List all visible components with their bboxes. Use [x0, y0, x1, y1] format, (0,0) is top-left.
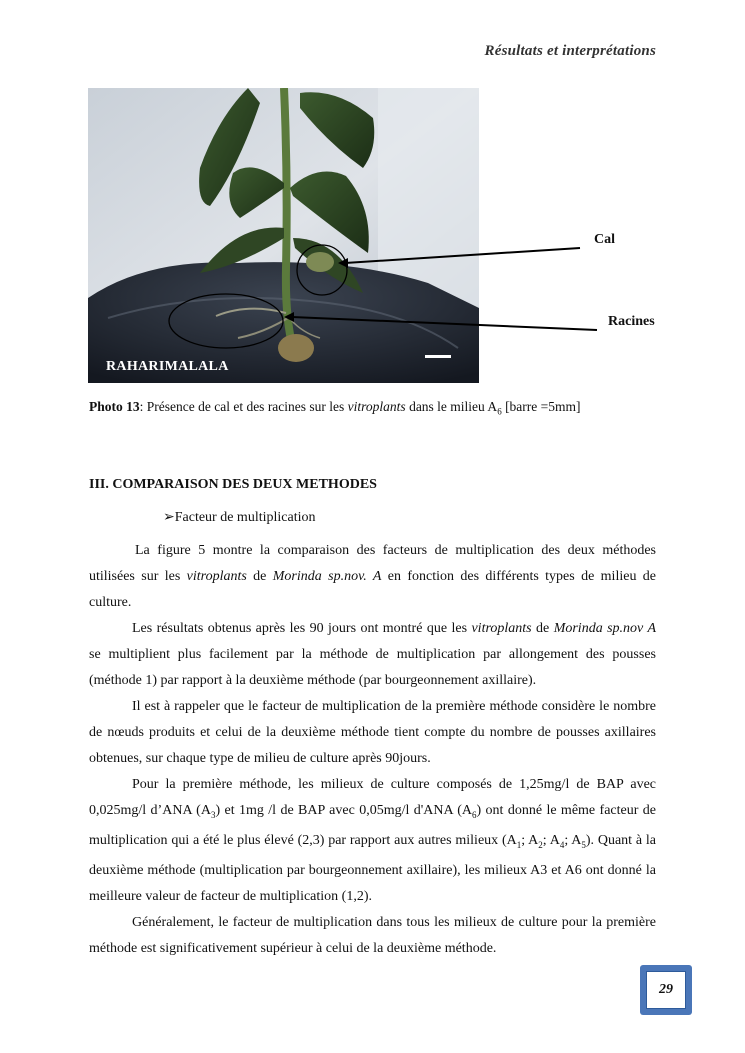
p1-italic-2: Morinda sp.nov. A — [272, 569, 382, 584]
p4-text-4: ; A — [521, 832, 539, 848]
p4-text-2: ) et 1mg /l de BAP avec 0,05mg/l d'ANA (A — [215, 803, 472, 818]
caption-text: : Présence de cal et des racines sur les — [139, 399, 348, 414]
p4-text-5: ; A — [542, 832, 560, 848]
roots-label: Racines — [608, 314, 655, 329]
bullet-arrow-icon: ➢ — [163, 510, 175, 525]
section-title: III. COMPARAISON DES DEUX METHODES — [89, 477, 377, 492]
bullet-item — [163, 509, 315, 526]
caption-label: Photo 13 — [89, 399, 140, 414]
caption-italic: vitroplants — [347, 399, 406, 414]
caption-bracket: [barre =5mm] — [501, 399, 581, 414]
caption-text-after: dans le milieu A — [405, 399, 498, 414]
p4-sub-4: 2 — [538, 839, 543, 850]
p2-italic-1: vitroplants — [471, 621, 532, 636]
callus-label: Cal — [594, 232, 615, 247]
page-number: 29 — [659, 982, 673, 997]
body-text — [89, 538, 656, 962]
figure-caption — [89, 399, 689, 417]
p1-text: La figure 5 montre la comparaison des facteurs de multiplication des deux méthodes utilisées sur les — [89, 543, 656, 584]
p4-sub-3: 1 — [516, 839, 522, 850]
p4-sub-6: 5 — [581, 839, 586, 850]
paragraph-4 — [89, 772, 656, 910]
p4-text-1: Pour la première méthode, les milieux de culture composés de 1,25mg/l de BAP avec 0,025mg/l d’ANA (A — [89, 777, 656, 818]
paragraph-3: Il est à rappeler que le facteur de multiplication de la première méthode considère le nombre de nœuds produits et celui de la deuxième méthode tient compte du nombre de pousses axillaires obtenues, sur chaque type de milieu de culture après 90jours. — [89, 699, 656, 766]
p4-text-6: ; A — [564, 832, 582, 848]
p1-text-3: en fonction des différents types de milieu de culture. — [89, 569, 657, 610]
p2-italic-2: Morinda sp.nov A — [553, 621, 656, 636]
p2-text-3: se multiplient plus facilement par la méthode de multiplication par allongement des pousses (méthode 1) par rapport à la deuxième méthode (par bourgeonnement axillaire). — [89, 647, 656, 688]
plant-photo-drawing — [88, 88, 479, 383]
paragraph-2 — [89, 616, 656, 694]
p4-sub-5: 4 — [559, 839, 565, 850]
running-header: Résultats et interprétations — [484, 43, 656, 59]
p1-text-2: de — [246, 569, 273, 584]
page-number-frame — [640, 965, 692, 1015]
p2-text: Les résultats obtenus après les 90 jours ont montré que les — [132, 621, 472, 636]
p4-text-7: ). Quant à la deuxième méthode (multiplication par bourgeonnement axillaire), les milieux A3 et A6 ont donné la meilleure valeur de facteur de multiplication (1,2). — [89, 832, 657, 904]
photo-credit: RAHARIMALALA — [106, 359, 229, 374]
bullet-text: Facteur de multiplication — [174, 510, 316, 525]
plant-photo — [88, 88, 479, 383]
p4-sub-1: 3 — [210, 809, 216, 820]
p1-italic-1: vitroplants — [186, 569, 247, 584]
p4-text-3: ) ont donné le même facteur de multiplication qui a été le plus élevé (2,3) par rapport aux autres milieux (A — [89, 803, 656, 848]
caption-subscript: 6 — [497, 406, 502, 417]
p2-text-2: de — [531, 621, 554, 636]
paragraph-5: Généralement, le facteur de multiplication dans tous les milieux de culture pour la première méthode est significativement supérieur à celui de la deuxième méthode. — [89, 914, 656, 956]
p4-sub-2: 6 — [472, 809, 477, 820]
paragraph-1 — [89, 538, 656, 616]
